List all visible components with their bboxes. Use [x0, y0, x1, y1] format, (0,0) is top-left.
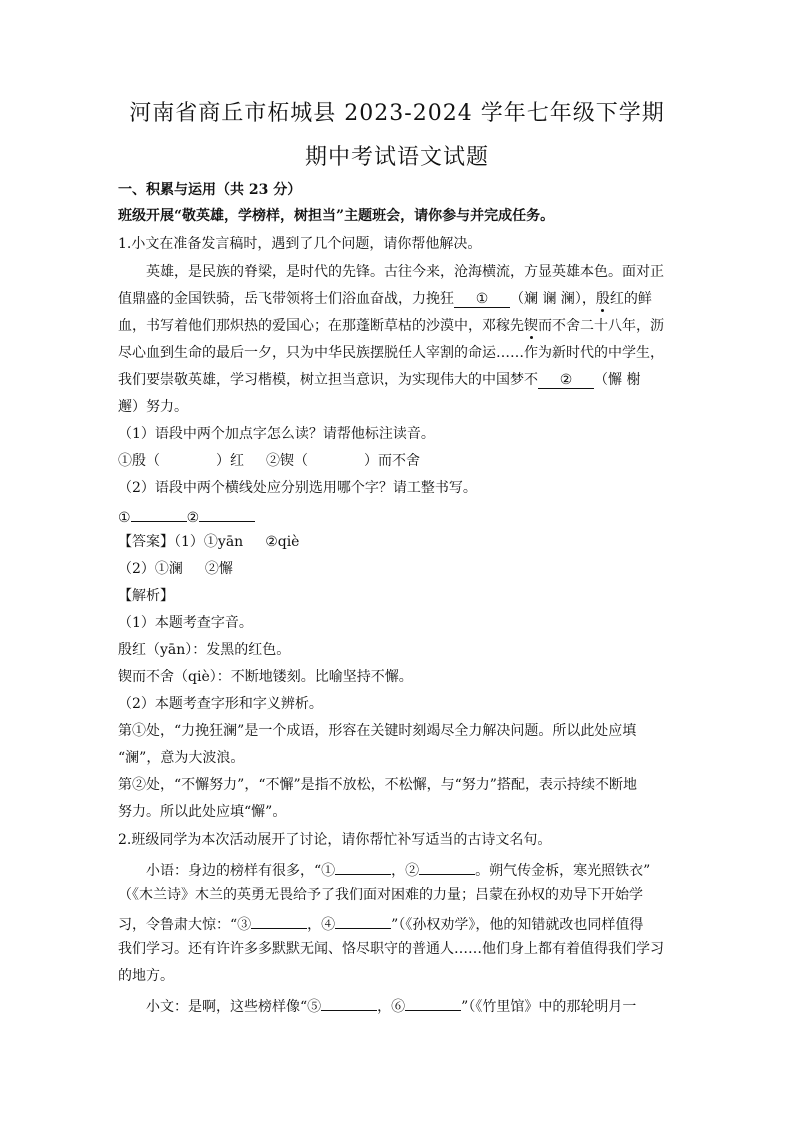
analysis-line: 第②处，“不懈努力”，“不懈”是指不放松，不松懈，与“努力”搭配，表示持续不断地 — [118, 777, 637, 793]
sub-question-1: （1）语段中两个加点字怎么读？请帮他标注读音。 — [118, 426, 435, 442]
analysis-line: 第①处，“力挽狂澜”是一个成语，形容在关键时刻竭尽全力解决问题。所以此处应填 — [118, 723, 637, 739]
dialogue-line: 我们学习。还有许许多多默默无闻、恪尽职守的普通人……他们身上都有着值得我们学习 — [118, 941, 664, 957]
passage-line: 邂）努力。 — [118, 399, 188, 415]
dialogue-line: 的地方。 — [118, 968, 174, 984]
analysis-line: 锲而不舍（qiè）：不断地镂刻。比喻坚持不懈。 — [118, 669, 413, 685]
fill-blank-2[interactable]: ② — [538, 372, 594, 389]
poem-blank-5[interactable] — [321, 994, 377, 1011]
passage-line: 值鼎盛的金国铁骑，岳飞带领将士们浴血奋战，力挽狂 ① （斓 谰 澜），殷红的鲜 — [118, 291, 652, 307]
answer-label: 【答案】 — [118, 534, 174, 550]
analysis-line: 努力。所以此处应填“懈”。 — [118, 804, 287, 820]
dialogue-line: 小文：是啊，这些榜样像“⑤ ，⑥ ”（《竹里馆》中的那轮明月一 — [118, 994, 702, 1017]
char-input-1[interactable] — [131, 505, 187, 522]
analysis-line: 殷红（yān）：发黑的红色。 — [118, 642, 291, 658]
dotted-char: 殷 — [595, 291, 610, 307]
dialogue-line: （《木兰诗》木兰的英勇无畏给予了我们面对困难的力量；吕蒙在孙权的劝导下开始学 — [118, 887, 643, 903]
passage-line: 我们要崇敬英雄，学习楷模，树立担当意识，为实现伟大的中国梦不 ② （懈 榭 — [118, 372, 641, 388]
dotted-char: 锲 — [524, 318, 538, 334]
answer-line: 【答案】（1）①yān ②qiè — [118, 534, 300, 550]
question-1-stem: 1.小文在准备发言稿时，遇到了几个问题，请你帮他解决。 — [118, 236, 482, 252]
dialogue-line: 小语：身边的榜样有很多，“① ，② 。朔气传金柝，寒光照铁衣” — [118, 858, 702, 881]
analysis-label: 【解析】 — [118, 588, 174, 604]
passage-line: 英雄，是民族的脊梁，是时代的先锋。古往今来，沧海横流，方显英雄本色。面对正 — [146, 264, 664, 280]
passage-line: 血，书写着他们那炽热的爱国心；在那蓬断草枯的沙漠中，邓稼先锲而不舍二十八年，沥 — [118, 318, 664, 334]
poem-blank-4[interactable] — [335, 912, 391, 929]
exam-title: 河南省商丘市柘城县 2023-2024 学年七年级下学期 — [129, 101, 665, 126]
dialogue-line: 习，令鲁肃大惊：“③ ，④ ”（《孙权劝学》，他的知错就改也同样值得 — [118, 912, 674, 935]
poem-blank-6[interactable] — [405, 994, 461, 1011]
poem-blank-1[interactable] — [335, 858, 391, 875]
poem-blank-2[interactable] — [419, 858, 475, 875]
task-intro: 班级开展“敬英雄，学榜样，树担当”主题班会，请你参与并完成任务。 — [118, 208, 555, 224]
analysis-line: “澜”，意为大波浪。 — [118, 750, 245, 766]
char-input-2[interactable] — [199, 505, 255, 522]
writing-answer-line: ① ② — [118, 505, 674, 528]
sub-question-2: （2）语段中两个横线处应分别选用哪个字？请工整书写。 — [118, 480, 477, 496]
analysis-line: （2）本题考查字形和字义辨析。 — [118, 696, 323, 712]
exam-subtitle: 期中考试语文试题 — [304, 145, 489, 170]
question-2-stem: 2.班级同学为本次活动展开了讨论，请你帮忙补写适当的古诗文名句。 — [118, 832, 552, 848]
fill-blank-1[interactable]: ① — [454, 291, 510, 308]
passage-line: 尽心血到生命的最后一夕，只为中华民族摆脱任人宰割的命运……作为新时代的中学生， — [118, 345, 664, 361]
pinyin-answer-line: ①殷（ ）红 ②锲（ ）而不舍 — [118, 453, 420, 469]
section-heading: 一、积累与运用（共 23 分） — [118, 182, 302, 198]
poem-blank-3[interactable] — [251, 912, 307, 929]
analysis-line: （1）本题考查字音。 — [118, 615, 253, 631]
answer-line: （2）①澜 ②懈 — [118, 561, 233, 577]
